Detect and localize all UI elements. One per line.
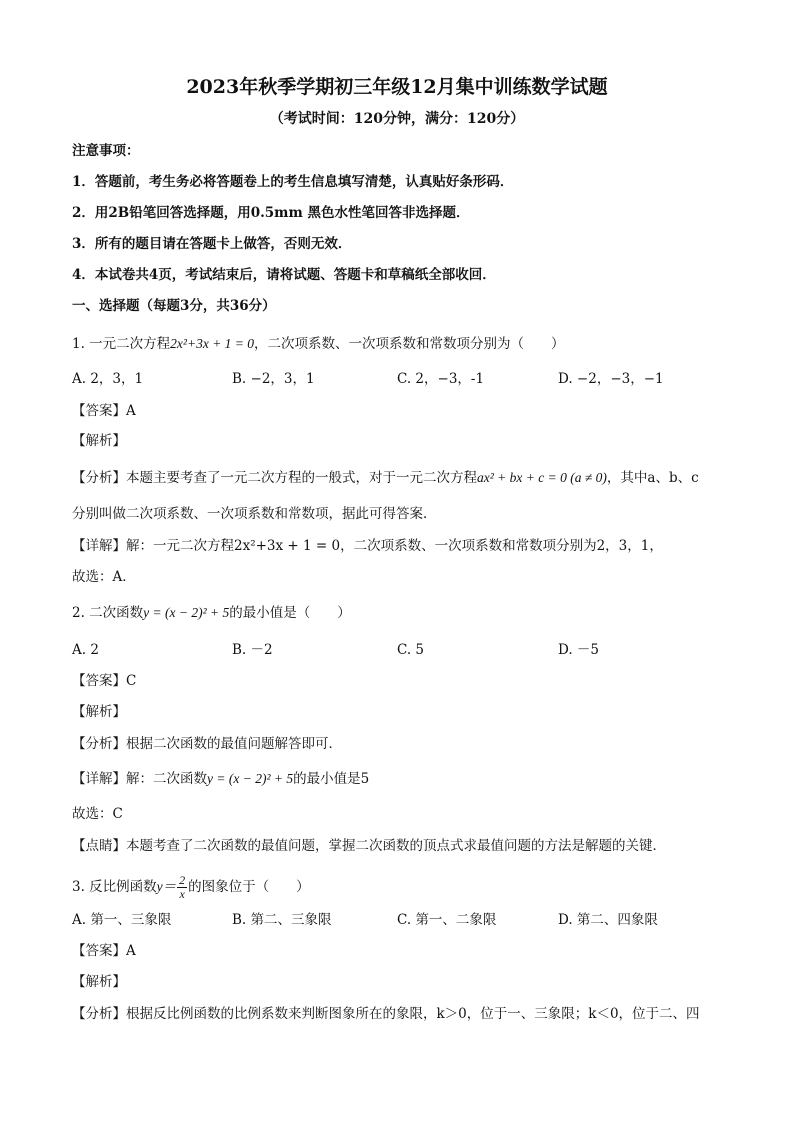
q1-stem-prefix: 1. 一元二次方程 (72, 336, 171, 352)
q3-answer: 【答案】A (72, 943, 136, 959)
q2-analysis-label: 【解析】 (72, 704, 126, 720)
q3-option-d: D. 第二、四象限 (558, 912, 658, 928)
q2-option-c: C. 5 (397, 642, 425, 658)
q3-option-c: C. 第一、二象限 (397, 912, 497, 928)
q1-option-c: C. 2，−3，-1 (397, 371, 485, 387)
q2-dianjing: 【点睛】本题考查了二次函数的最值问题，掌握二次函数的顶点式求最值问题的方法是解题的关键． (72, 838, 666, 854)
q1-fenxi-prefix: 【分析】本题主要考查了一元二次方程的一般式，对于一元二次方程 (72, 470, 477, 486)
q3-analysis-label: 【解析】 (72, 974, 126, 990)
q1-option-b: B. −2，3，1 (232, 371, 315, 387)
q1-equation: 2x²+3x + 1 = 0 (170, 336, 255, 351)
q3-option-b: B. 第二、三象限 (232, 912, 332, 928)
q2-stem-prefix: 2. 二次函数 (72, 605, 144, 621)
q2-xiangjie-formula: y = (x − 2)² + 5 (207, 771, 294, 786)
q3-stem-suffix: 的图象位于（ ） (188, 879, 310, 895)
q3-stem-prefix: 3. 反比例函数 (72, 879, 157, 895)
q1-xiangjie: 【详解】解：一元二次方程2x²+3x + 1 = 0，二次项系数、一次项系数和常数项分别为2，3，1， (72, 538, 663, 554)
q1-fenxi-formula: ax² + bx + c = 0 (a ≠ 0) (477, 470, 607, 485)
notes-heading: 注意事项： (72, 143, 140, 159)
q3-frac-denominator: x (179, 887, 185, 901)
page-title: 2023年秋季学期初三年级12月集中训练数学试题 (186, 76, 608, 98)
q2-option-a: A. 2 (72, 642, 99, 658)
note-item-2: 2．用2B铅笔回答选择题，用0.5mm 黑色水性笔回答非选择题． (72, 205, 470, 221)
question-2-stem (72, 604, 351, 622)
q3-option-a: A. 第一、三象限 (72, 912, 172, 928)
q1-analysis-label: 【解析】 (72, 433, 126, 449)
q3-fenxi: 【分析】根据反比例函数的比例系数来判断图象所在的象限，k＞0，位于一、三象限；k＜0，位于二、四 (72, 1006, 700, 1022)
note-item-3: 3．所有的题目请在答题卡上做答，否则无效． (72, 236, 352, 252)
q2-xiangjie-suffix: 的最小值是5 (293, 771, 370, 787)
section-heading: 一、选择题（每题3分，共36分） (72, 298, 276, 314)
q1-fenxi-suffix: ，其中a、b、c (606, 470, 699, 486)
q1-fenxi-line2: 分别叫做二次项系数、一次项系数和常数项，据此可得答案． (72, 506, 437, 522)
q2-answer: 【答案】C (72, 673, 137, 689)
q1-guxuan: 故选：A． (72, 569, 136, 585)
q2-xiangjie-prefix: 【详解】解：二次函数 (72, 771, 207, 787)
q2-formula: y = (x − 2)² + 5 (143, 605, 230, 620)
q2-xiangjie (72, 770, 369, 788)
q2-option-b: B. －2 (232, 642, 273, 658)
q2-guxuan: 故选：C (72, 806, 123, 822)
q1-answer: 【答案】A (72, 403, 136, 419)
q1-option-d: D. −2，−3，−1 (558, 371, 664, 387)
q2-option-d: D. －5 (558, 642, 600, 658)
q3-fraction (177, 874, 187, 901)
q3-func-var: y＝ (156, 879, 177, 894)
q1-stem-suffix: ，二次项系数、一次项系数和常数项分别为（ ） (254, 336, 565, 352)
question-1-stem (72, 335, 565, 353)
note-item-4: 4．本试卷共4页，考试结束后，请将试题、答题卡和草稿纸全部收回． (72, 267, 496, 283)
q2-stem-suffix: 的最小值是（ ） (229, 605, 351, 621)
q1-option-a: A. 2，3，1 (72, 371, 144, 387)
question-3-stem (72, 872, 310, 902)
exam-duration-subtitle: （考试时间：120分钟，满分：120分） (269, 111, 525, 127)
q3-frac-numerator: 2 (179, 873, 186, 887)
q2-fenxi: 【分析】根据二次函数的最值问题解答即可． (72, 736, 342, 752)
q1-fenxi (72, 469, 699, 487)
note-item-1: 1．答题前，考生务必将答题卷上的考生信息填写清楚，认真贴好条形码． (72, 174, 514, 190)
